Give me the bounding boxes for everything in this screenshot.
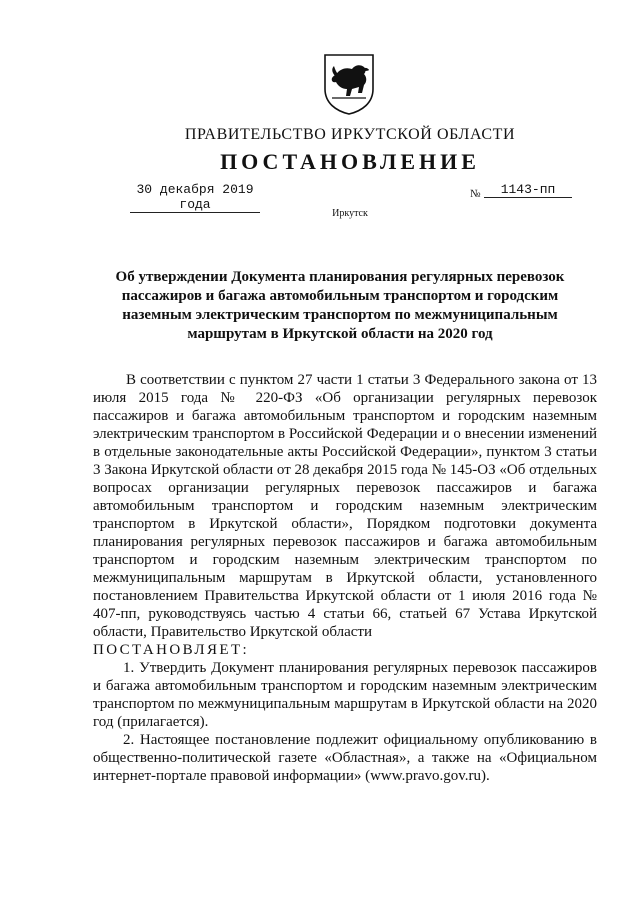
document-title: Об утверждении Документа планирования регулярных перевозок пассажиров и багажа автомобильным транспортом и городским наземным электрическим транспортом по межмуниципальным маршрутам в Иркутской области на 2020 год [115, 269, 565, 342]
item-paragraph-2: 2. Настоящее постановление подлежит официальному опубликованию в общественно-политической газете «Областная», а также на «Официальном интернет-портале правовой информации» (www.pravo.gov.ru). [93, 732, 597, 784]
document-date: 30 декабря 2019 года [130, 182, 260, 213]
government-name: ПРАВИТЕЛЬСТВО ИРКУТСКОЙ ОБЛАСТИ [184, 126, 516, 143]
preamble-paragraph: В соответствии с пунктом 27 части 1 статьи 3 Федерального закона от 13 июля 2015 года № 220-ФЗ «Об организации регулярных перевозок пассажиров и багажа автомобильным транспортом и городским наземным электрическим транспортом в Российской Федерации и о внесении изменений в отдельные законодательные акты Российской Федерации», пунктом 3 статьи 3 Закона Иркутской области от 28 декабря 2015 года № 145-ОЗ «Об отдельных вопросах организации регулярных перевозок пассажиров и багажа автомобильным транспортом и городским наземным электрическим транспортом в Иркутской области», Порядком подготовки документа планирования регулярных перевозок пассажиров и багажа автомобильным транспортом и городским наземным электрическим транспортом по межмуниципальным маршрутам в Иркутской области, установленного постановлением Правительства Иркутской области от 1 июля 2016 года № 407-пп, руководствуясь частью 4 статьи 66, статьей 67 Устава Иркутской области, Правительство Иркутской области [93, 372, 597, 640]
city-name: Иркутск [332, 208, 368, 219]
number-sign: № [470, 188, 481, 200]
coat-of-arms-babr-icon [322, 53, 376, 115]
document-type: ПОСТАНОВЛЕНИЕ [220, 149, 480, 174]
document-body [93, 371, 597, 785]
item-paragraph-1: 1. Утвердить Документ планирования регулярных перевозок пассажиров и багажа автомобильным транспортом и городским наземным электрическим транспортом по межмуниципальным маршрутам в Иркутской области на 2020 год (прилагается). [93, 660, 597, 730]
document-number: 1143-пп [484, 182, 572, 198]
decree-word: ПОСТАНОВЛЯЕТ: [93, 642, 250, 658]
